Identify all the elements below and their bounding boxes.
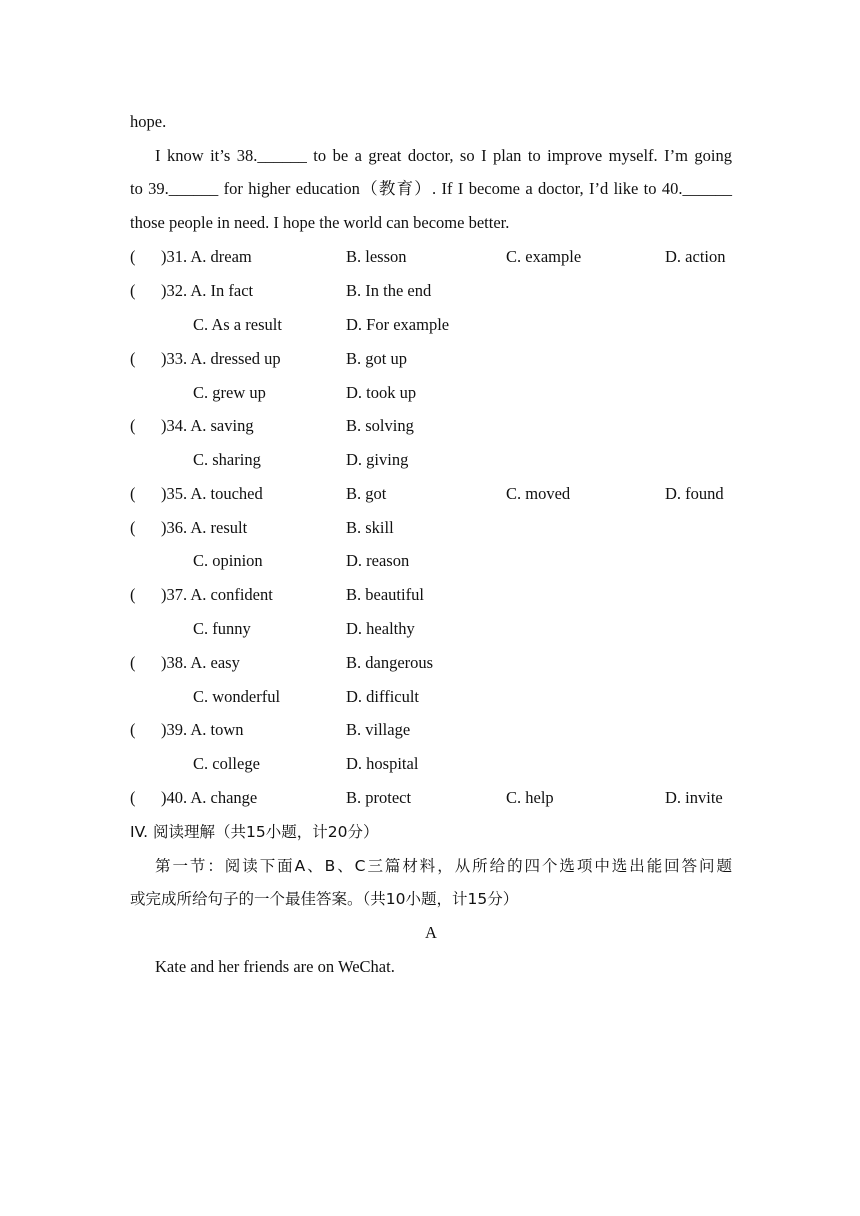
option-c: C. wonderful (193, 687, 281, 706)
option-a: A. result (190, 518, 248, 537)
option-d: D. giving (346, 450, 409, 469)
option-a: A. dressed up (190, 349, 281, 368)
option-b: B. dangerous (346, 653, 434, 672)
question-item (0, 646, 640, 680)
answer-paren-open: ( (130, 247, 136, 266)
option-a: A. town (190, 720, 244, 739)
question-number: 39. (166, 720, 188, 739)
option-c: C. opinion (193, 551, 263, 570)
question-item-continued (0, 308, 640, 342)
answer-paren-open: ( (130, 720, 136, 739)
question-item-continued (0, 376, 640, 410)
option-a: A. dream (190, 247, 252, 266)
question-item-continued (0, 612, 640, 646)
question-item-continued (0, 544, 640, 578)
question-number: 38. (166, 653, 188, 672)
option-d: D. invite (665, 788, 723, 807)
option-d: D. found (665, 484, 724, 503)
option-c: C. help (506, 788, 554, 807)
answer-paren-close: )33. A. dressed up (161, 349, 281, 368)
option-b: B. In the end (346, 281, 432, 300)
question-item-continued (0, 443, 640, 477)
answer-paren-close: )31. A. dream (161, 247, 252, 266)
option-b: B. protect (346, 788, 412, 807)
option-c: C. moved (506, 484, 571, 503)
option-d: D. action (665, 247, 726, 266)
question-item-continued (0, 747, 640, 781)
question-item-continued (0, 680, 640, 714)
section-instruction: 第一节：阅读下面A、B、C三篇材料，从所给的四个选项中选出能回答问题 (155, 857, 732, 875)
question-item (0, 713, 640, 747)
answer-paren-close: )32. A. In fact (161, 281, 254, 300)
option-a: A. easy (190, 653, 240, 672)
question-item (0, 342, 640, 376)
option-d: D. reason (346, 551, 410, 570)
question-item (0, 578, 640, 612)
option-a: A. touched (190, 484, 263, 503)
answer-paren-open: ( (130, 653, 136, 672)
option-c: C. grew up (193, 383, 266, 402)
answer-paren-open: ( (130, 416, 136, 435)
answer-paren-close: )40. A. change (161, 788, 258, 807)
question-item (0, 274, 640, 308)
option-a: A. change (190, 788, 258, 807)
answer-paren-open: ( (130, 788, 136, 807)
question-number: 33. (166, 349, 188, 368)
question-number: 35. (166, 484, 188, 503)
answer-paren-open: ( (130, 585, 136, 604)
option-b: B. solving (346, 416, 414, 435)
option-d: D. difficult (346, 687, 420, 706)
question-number: 34. (166, 416, 188, 435)
option-d: D. hospital (346, 754, 419, 773)
passage-label: A (425, 923, 437, 942)
answer-paren-open: ( (130, 281, 136, 300)
passage-line: I know it’s 38.______ to be a great doctor, so I plan to improve myself. I’m going (155, 146, 732, 165)
question-item (0, 409, 640, 443)
passage-line: to 39.______ for higher education（教育）. If I become a doctor, I’d like to 40.______ (130, 179, 732, 198)
option-a: A. confident (190, 585, 273, 604)
answer-paren-close: )37. A. confident (161, 585, 273, 604)
option-b: B. village (346, 720, 411, 739)
passage-first-sentence: Kate and her friends are on WeChat. (155, 957, 395, 976)
option-b: B. got up (346, 349, 407, 368)
question-item (0, 477, 724, 511)
passage-line: hope. (130, 112, 167, 131)
option-d: D. For example (346, 315, 450, 334)
answer-paren-close: )38. A. easy (161, 653, 240, 672)
answer-paren-close: )36. A. result (161, 518, 248, 537)
option-d: D. healthy (346, 619, 415, 638)
passage-line: those people in need. I hope the world can become better. (130, 213, 510, 232)
answer-paren-open: ( (130, 518, 136, 537)
answer-paren-open: ( (130, 484, 136, 503)
answer-paren-close: )34. A. saving (161, 416, 254, 435)
answer-paren-open: ( (130, 349, 136, 368)
option-c: C. college (193, 754, 260, 773)
option-d: D. took up (346, 383, 417, 402)
option-b: B. skill (346, 518, 394, 537)
option-b: B. beautiful (346, 585, 424, 604)
question-item (0, 781, 723, 815)
answer-paren-close: )39. A. town (161, 720, 244, 739)
question-number: 32. (166, 281, 188, 300)
option-b: B. got (346, 484, 387, 503)
question-item (0, 511, 640, 545)
answer-paren-close: )35. A. touched (161, 484, 263, 503)
section-instruction: 或完成所给句子的一个最佳答案。（共10小题，计15分） (130, 890, 519, 908)
option-c: C. sharing (193, 450, 261, 469)
question-item (0, 240, 726, 274)
option-c: C. example (506, 247, 582, 266)
question-number: 37. (166, 585, 188, 604)
option-c: C. As a result (193, 315, 282, 334)
option-b: B. lesson (346, 247, 407, 266)
option-c: C. funny (193, 619, 251, 638)
question-number: 31. (166, 247, 188, 266)
question-number: 36. (166, 518, 188, 537)
option-a: A. In fact (190, 281, 254, 300)
option-a: A. saving (190, 416, 254, 435)
question-number: 40. (166, 788, 188, 807)
section-heading: IV. 阅读理解（共15小题，计20分） (130, 823, 379, 841)
